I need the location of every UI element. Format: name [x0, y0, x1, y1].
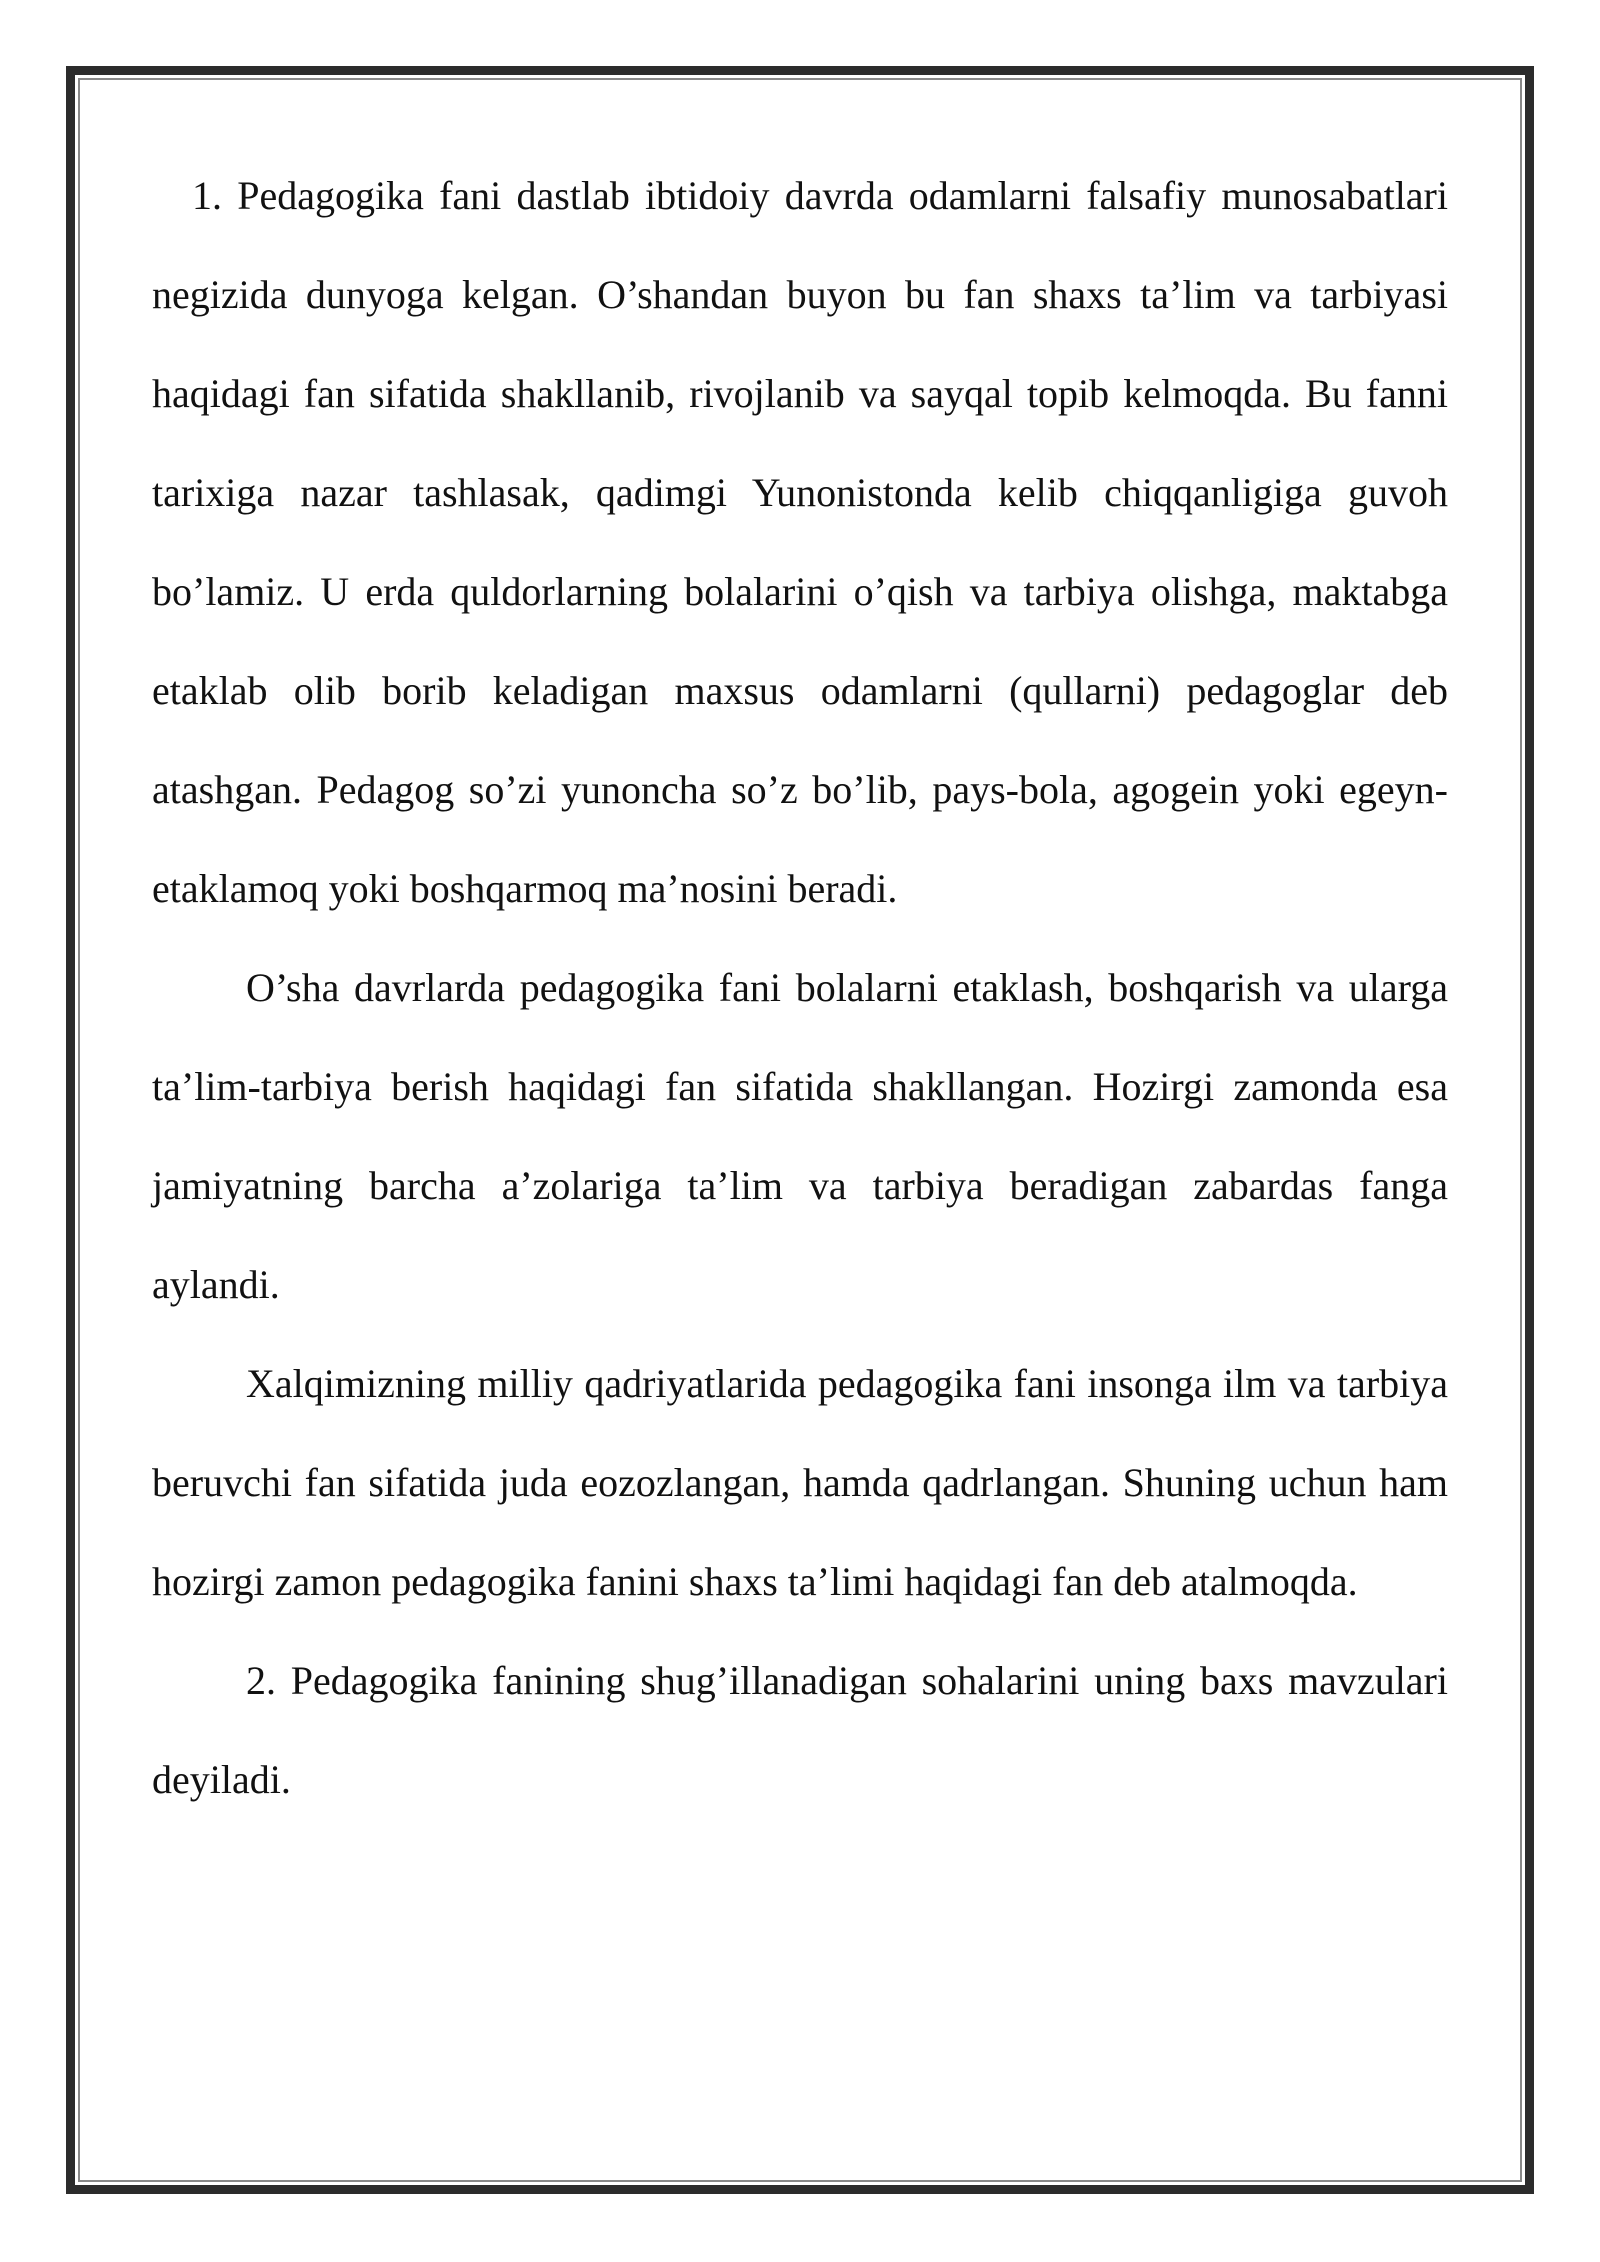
paragraph-3: Xalqimizning milliy qadriyatlarida pedagogika fani insonga ilm va tarbiya beruvchi fan sifatida juda eozozlangan, hamda qadrlangan. Shuning uchun ham hozirgi zamon pedagogika fanini shaxs ta’limi haqidagi fan deb atalmoqda.: [152, 1361, 1448, 1604]
paragraph-2: O’sha davrlarda pedagogika fani bolalarni etaklash, boshqarish va ularga ta’lim-tarbiya berish haqidagi fan sifatida shakllangan. Hozirgi zamonda esa jamiyatning barcha a’zolariga ta’lim va tarbiya beradigan zabardas fanga aylandi.: [152, 965, 1448, 1307]
document-body: [152, 146, 1448, 1829]
paragraph-4: 2. Pedagogika fanining shug’illanadigan sohalarini uning baxs mavzulari deyiladi.: [152, 1658, 1448, 1802]
paragraph-1: 1. Pedagogika fani dastlab ibtidoiy davrda odamlarni falsafiy munosabatlari negizida dunyoga kelgan. O’shandan buyon bu fan shaxs ta’lim va tarbiyasi haqidagi fan sifatida shakllanib, rivojlanib va sayqal topib kelmoqda. Bu fanni tarixiga nazar tashlasak, qadimgi Yunonistonda kelib chiqqanligiga guvoh bo’lamiz. U erda quldorlarning bolalarini o’qish va tarbiya olishga, maktabga etaklab olib borib keladigan maxsus odamlarni (qullarni) pedagoglar deb atashgan. Pedagog so’zi yunoncha so’z bo’lib, pays-bola, agogein yoki egeyn-etaklamoq yoki boshqarmoq ma’nosini beradi.: [152, 173, 1448, 911]
